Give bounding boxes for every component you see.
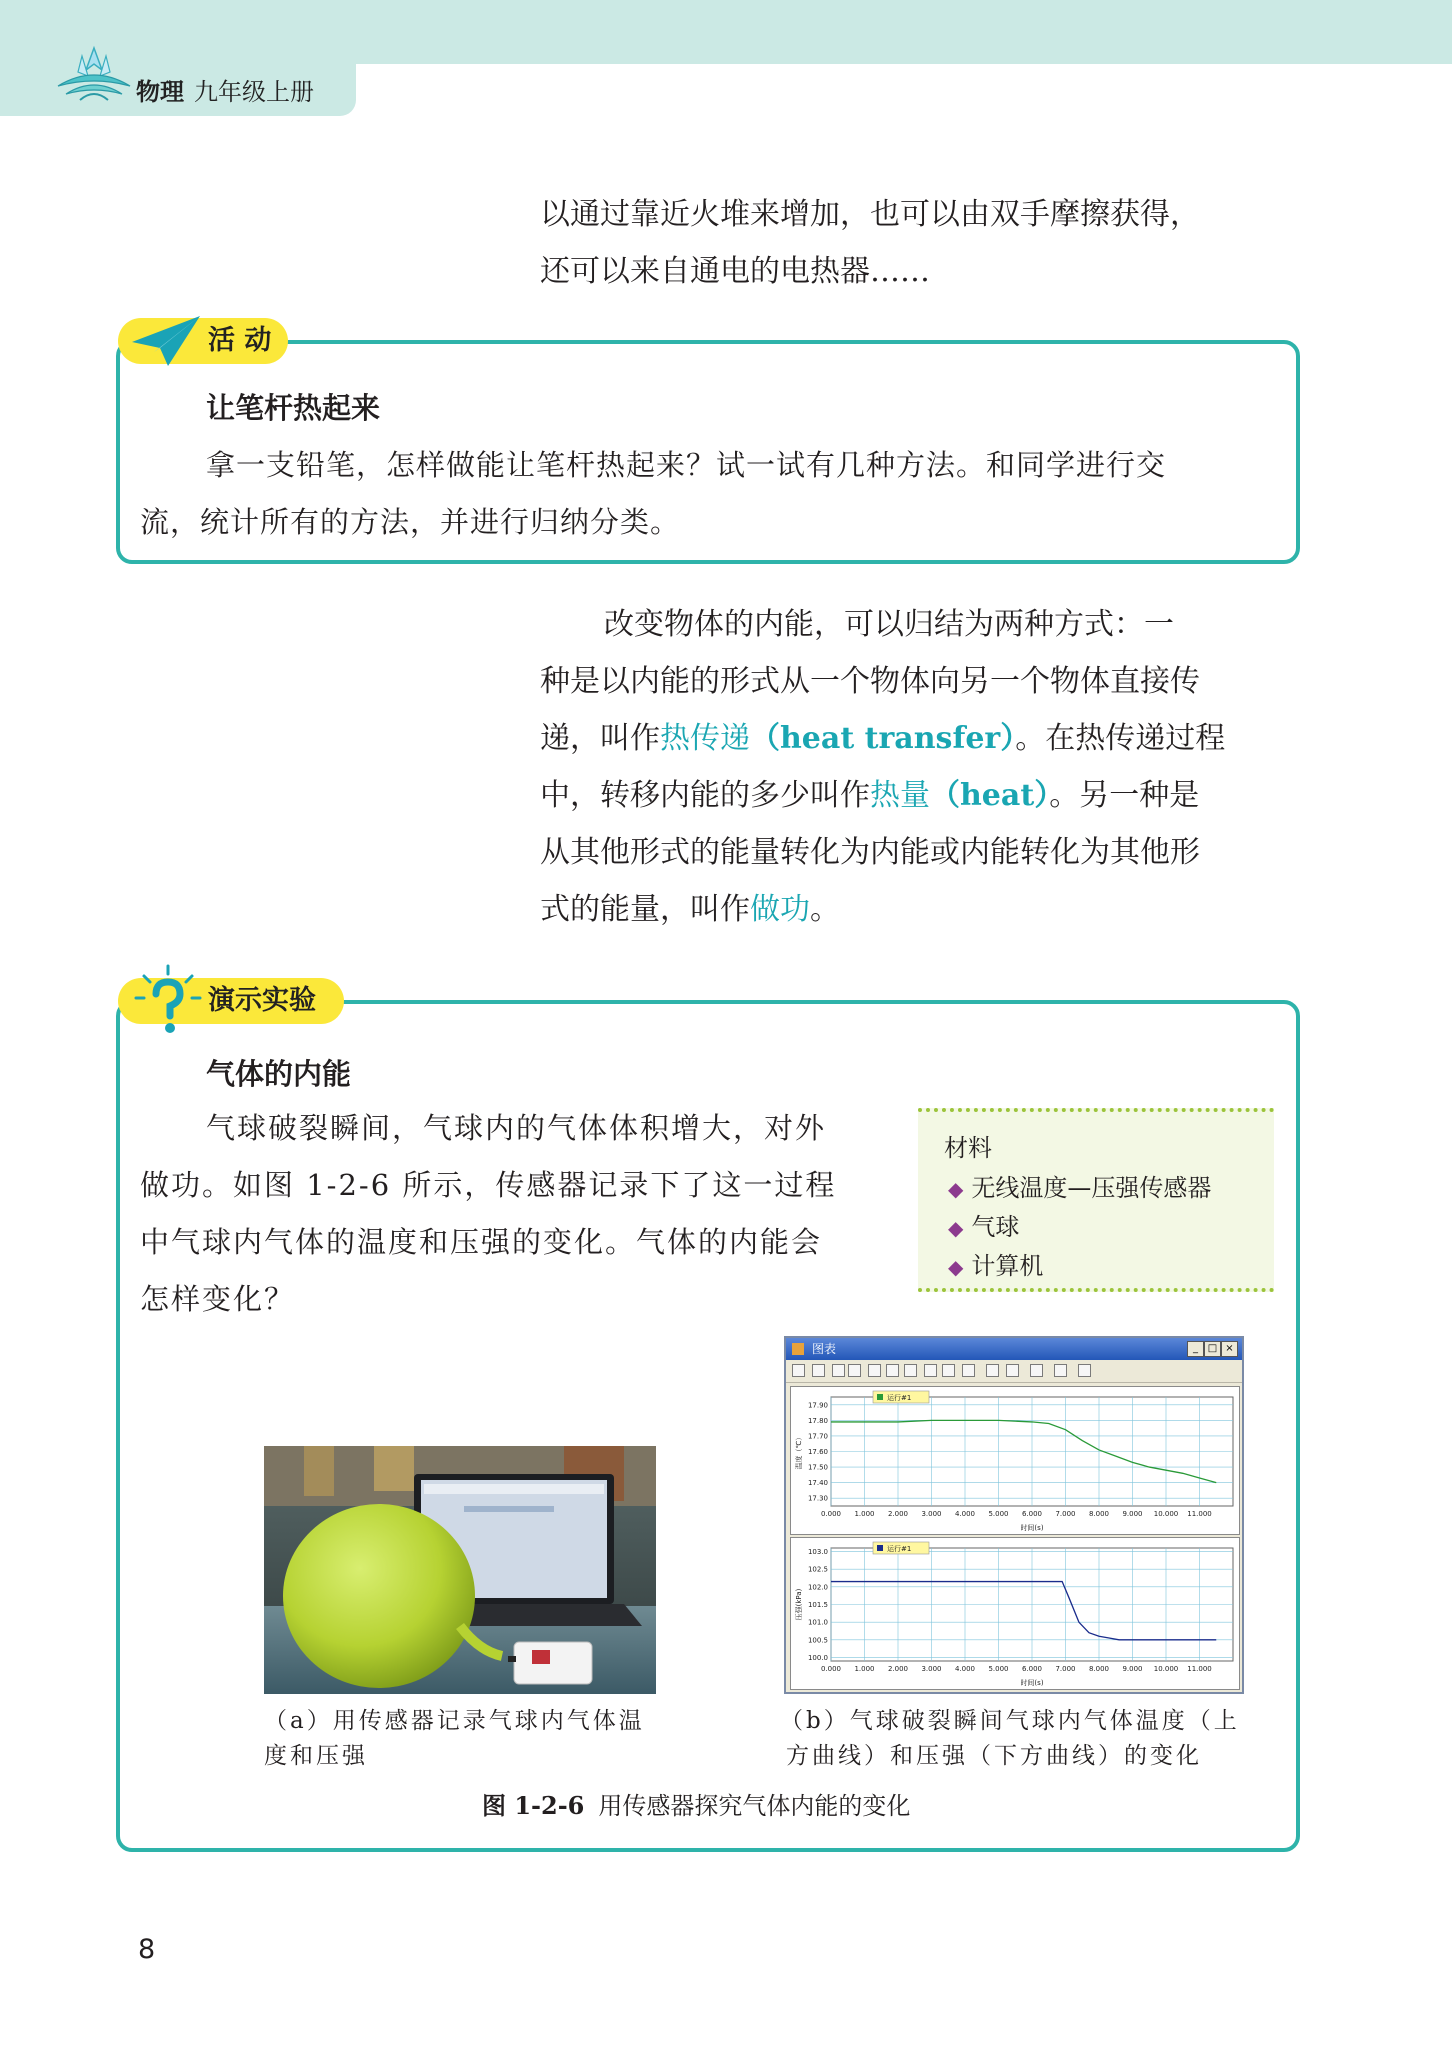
legend-label: 运行#1 <box>887 1394 912 1402</box>
y-tick-label: 102.0 <box>807 1583 828 1592</box>
x-tick-label: 4.000 <box>954 1510 976 1518</box>
chart-toolbar <box>786 1360 1242 1383</box>
main-line: 种是以内能的形式从一个物体向另一个物体直接传 <box>540 664 1200 699</box>
x-axis-label: 时间(s) <box>1020 1524 1044 1532</box>
x-axis-label: 时间(s) <box>1020 1679 1044 1687</box>
x-tick-label: 5.000 <box>988 1510 1009 1518</box>
legend-swatch <box>877 1394 883 1400</box>
term-heat-transfer-en: （heat transfer） <box>750 721 1016 756</box>
y-tick-label: 17.40 <box>807 1479 828 1488</box>
y-axis-label: 温度（℃） <box>795 1433 803 1470</box>
x-tick-label: 3.000 <box>921 1510 942 1518</box>
demo-line: 气球破裂瞬间，气球内的气体体积增大，对外 <box>206 1111 827 1145</box>
demo-line: 做功。如图 1-2-6 所示，传感器记录下了这一过程 <box>140 1168 837 1202</box>
y-tick-label: 17.50 <box>807 1463 828 1472</box>
y-tick-label: 102.5 <box>807 1565 828 1574</box>
slope-icon[interactable] <box>962 1364 975 1377</box>
intro-line: 以通过靠近火堆来增加，也可以由双手摩擦获得， <box>540 197 1200 232</box>
demo-label: 演示实验 <box>208 985 316 1016</box>
caption-b <box>780 1704 1260 1774</box>
x-tick-label: 6.000 <box>1021 1510 1043 1518</box>
tangent-icon[interactable] <box>942 1364 955 1377</box>
term-heat-en: （heat） <box>930 778 1050 813</box>
x-tick-label: 5.000 <box>988 1665 1009 1673</box>
legend-swatch <box>877 1545 883 1551</box>
y-tick-label: 17.80 <box>807 1416 828 1425</box>
paper-plane-icon <box>128 312 204 370</box>
autoscale-icon[interactable] <box>812 1364 825 1377</box>
activity-line: 拿一支铅笔，怎样做能让笔杆热起来？试一试有几种方法。和同学进行交 <box>206 448 1167 482</box>
note-icon[interactable] <box>1006 1364 1019 1377</box>
figure-label: 图 1-2-6 <box>482 1791 585 1820</box>
activity-title: 让笔杆热起来 <box>206 391 381 425</box>
select-icon[interactable] <box>886 1364 899 1377</box>
main-line: 递，叫作热传递（heat transfer）。在热传递过程 <box>540 721 1226 756</box>
x-tick-label: 4.000 <box>954 1665 976 1673</box>
intro-line: 还可以来自通电的电热器…… <box>540 254 930 289</box>
term-work: 做功 <box>750 892 810 927</box>
header-band <box>0 0 1452 64</box>
x-tick-label: 3.000 <box>921 1665 942 1673</box>
caption-b-line: 方曲线）和压强（下方曲线）的变化 <box>786 1743 1202 1769</box>
x-tick-label: 6.000 <box>1021 1665 1043 1673</box>
legend <box>873 1542 929 1554</box>
fit-curve-icon[interactable] <box>1054 1364 1067 1377</box>
grid-icon[interactable] <box>904 1364 917 1377</box>
question-bulb-icon <box>134 964 202 1036</box>
figure-caption <box>482 1786 910 1821</box>
legend-label: 运行#1 <box>887 1545 912 1553</box>
y-tick-label: 101.5 <box>807 1601 828 1609</box>
pressure-chart <box>791 1538 1239 1689</box>
fit-icon[interactable] <box>868 1364 881 1377</box>
main-line: 式的能量，叫作做功。 <box>540 892 840 927</box>
materials-title: 材料 <box>944 1134 992 1162</box>
stats-icon[interactable] <box>986 1364 999 1377</box>
y-tick-label: 17.90 <box>807 1401 828 1410</box>
activity-line: 流，统计所有的方法，并进行归纳分类。 <box>140 505 681 539</box>
print-icon[interactable] <box>1078 1364 1091 1377</box>
x-tick-label: 7.000 <box>1055 1665 1076 1673</box>
balloon-sensor-photo <box>264 1446 656 1694</box>
y-tick-label: 101.0 <box>807 1618 828 1627</box>
header-title: 物理 九年级上册 <box>136 78 314 106</box>
x-tick-label: 10.000 <box>1153 1510 1179 1518</box>
page-number: 8 <box>138 1934 156 1965</box>
x-tick-label: 1.000 <box>854 1510 875 1518</box>
x-tick-label: 2.000 <box>887 1510 909 1518</box>
demo-line: 怎样变化？ <box>140 1282 296 1316</box>
materials-item: ◆ 计算机 <box>948 1252 1044 1280</box>
main-line: 改变物体的内能，可以归结为两种方式：一 <box>604 607 1174 642</box>
minimize-button[interactable]: _ <box>1187 1341 1204 1357</box>
x-tick-label: 8.000 <box>1088 1665 1110 1673</box>
temperature-chart <box>791 1387 1239 1534</box>
y-tick-label: 17.30 <box>807 1494 828 1503</box>
x-tick-label: 0.000 <box>820 1665 842 1673</box>
arrow-icon[interactable] <box>792 1364 805 1377</box>
x-tick-label: 11.000 <box>1187 1510 1212 1518</box>
caption-a <box>264 1704 664 1774</box>
zoom-out-icon[interactable] <box>848 1364 861 1377</box>
y-tick-label: 100.0 <box>807 1653 828 1662</box>
temperature-chart-panel <box>790 1386 1240 1535</box>
trace-icon[interactable] <box>924 1364 937 1377</box>
y-tick-label: 100.5 <box>807 1636 828 1645</box>
y-tick-label: 17.70 <box>807 1432 828 1441</box>
materials-item: ◆ 无线温度—压强传感器 <box>948 1174 1212 1202</box>
caption-b-line: （b）气球破裂瞬间气球内气体温度（上 <box>780 1708 1240 1734</box>
demo-line: 中气球内气体的温度和压强的变化。气体的内能会 <box>140 1225 823 1259</box>
x-tick-label: 9.000 <box>1122 1510 1143 1518</box>
zoom-in-icon[interactable] <box>832 1364 845 1377</box>
term-heat-transfer: 热传递 <box>660 721 750 756</box>
diamond-bullet-icon: ◆ <box>948 1177 964 1201</box>
materials-box <box>918 1108 1274 1292</box>
app-icon <box>792 1343 804 1355</box>
chart-window-title: 图表 <box>812 1342 837 1356</box>
legend <box>873 1391 929 1403</box>
main-line: 从其他形式的能量转化为内能或内能转化为其他形 <box>540 835 1200 870</box>
x-tick-label: 11.000 <box>1187 1665 1212 1673</box>
pressure-chart-panel <box>790 1537 1240 1690</box>
x-tick-label: 1.000 <box>854 1665 875 1673</box>
x-tick-label: 7.000 <box>1055 1510 1076 1518</box>
figure-title: 用传感器探究气体内能的变化 <box>598 1792 911 1820</box>
term-heat: 热量 <box>870 778 930 813</box>
diamond-bullet-icon: ◆ <box>948 1255 964 1279</box>
materials-item: ◆ 气球 <box>948 1213 1020 1241</box>
y-tick-label: 17.60 <box>807 1448 828 1456</box>
activity-label: 活 动 <box>208 325 272 356</box>
delete-icon[interactable] <box>1030 1364 1043 1377</box>
book-logo-icon <box>52 42 136 112</box>
x-tick-label: 10.000 <box>1153 1665 1179 1673</box>
chart-window-titlebar <box>786 1338 1242 1360</box>
caption-a-line: （a）用传感器记录气球内气体温 <box>264 1708 645 1734</box>
x-tick-label: 0.000 <box>820 1510 842 1518</box>
y-tick-label: 103.0 <box>807 1548 828 1557</box>
main-line: 中，转移内能的多少叫作热量（heat）。另一种是 <box>540 778 1200 813</box>
close-button[interactable]: × <box>1221 1341 1238 1357</box>
demo-title: 气体的内能 <box>206 1057 352 1091</box>
chart-window <box>784 1336 1244 1694</box>
y-axis-label: 压强(kPa) <box>795 1588 803 1621</box>
diamond-bullet-icon: ◆ <box>948 1216 964 1240</box>
maximize-button[interactable]: □ <box>1204 1341 1221 1357</box>
x-tick-label: 8.000 <box>1088 1510 1110 1518</box>
x-tick-label: 2.000 <box>887 1665 909 1673</box>
caption-a-line: 度和压强 <box>264 1743 368 1769</box>
x-tick-label: 9.000 <box>1122 1665 1143 1673</box>
